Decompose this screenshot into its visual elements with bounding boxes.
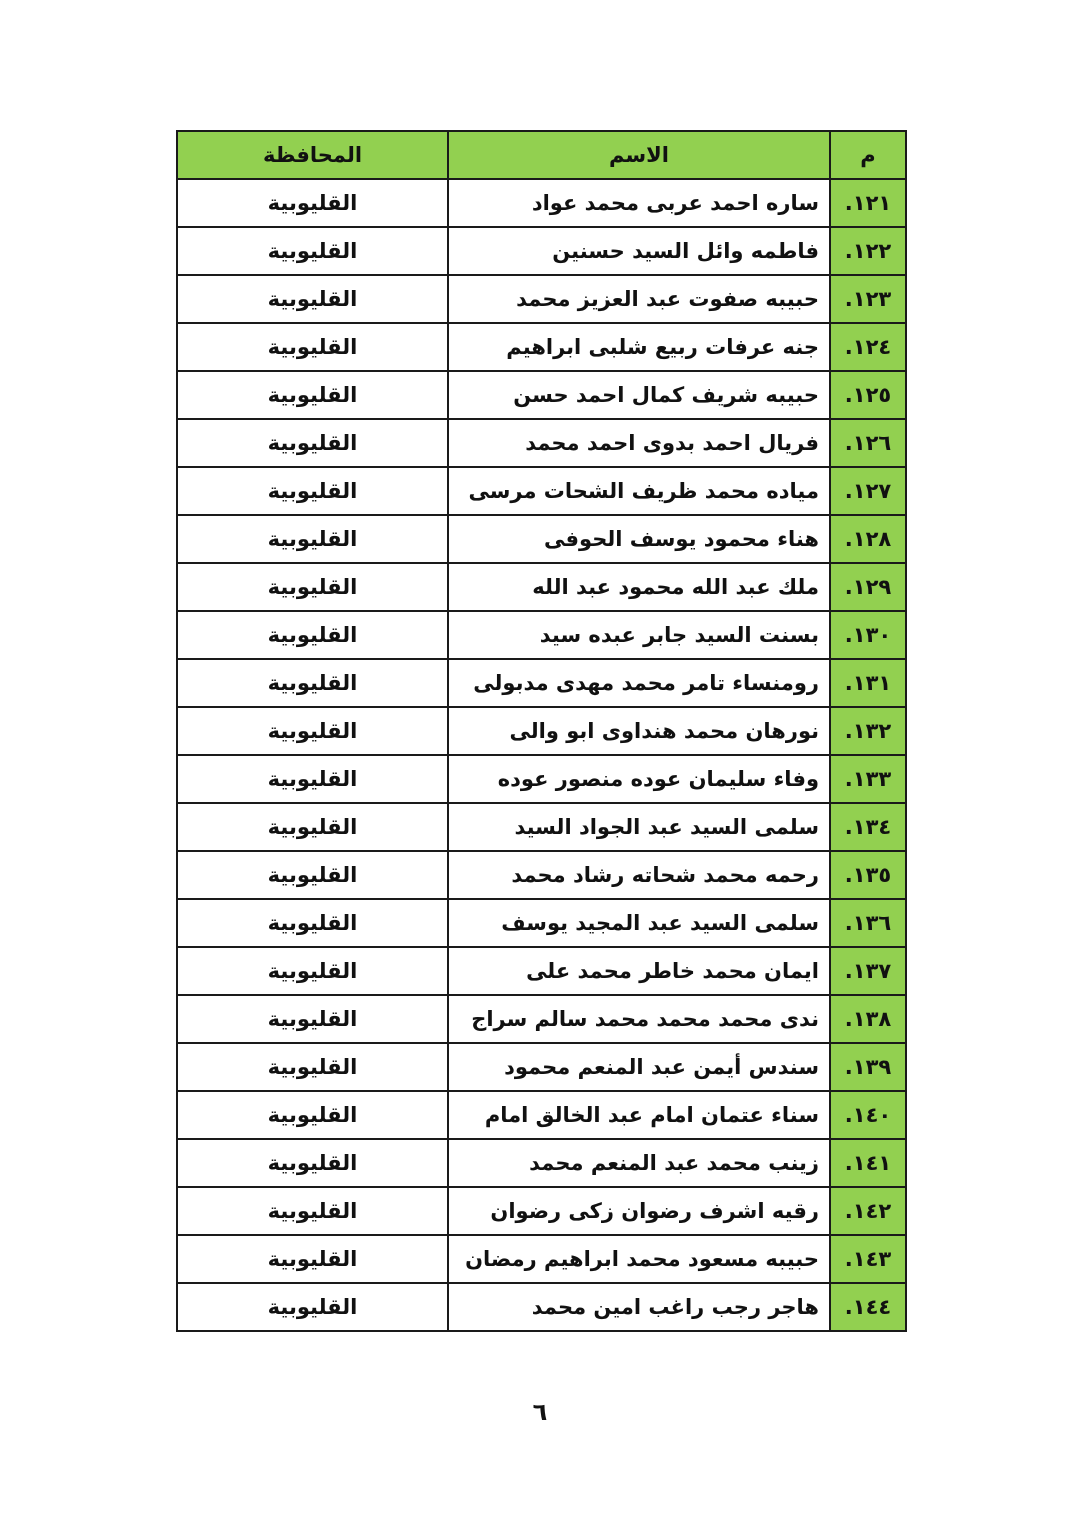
row-name: جنه عرفات ربيع شلبى ابراهيم bbox=[448, 323, 830, 371]
row-number: ١٤٢. bbox=[830, 1187, 906, 1235]
header-number: م bbox=[830, 131, 906, 179]
header-governorate: المحافظة bbox=[177, 131, 448, 179]
row-name: وفاء سليمان عوده منصور عوده bbox=[448, 755, 830, 803]
row-number: ١٣١. bbox=[830, 659, 906, 707]
row-governorate: القليوبية bbox=[177, 467, 448, 515]
row-name: هاجر رجب راغب امين محمد bbox=[448, 1283, 830, 1331]
row-governorate: القليوبية bbox=[177, 659, 448, 707]
table-row bbox=[177, 1139, 906, 1187]
row-governorate: القليوبية bbox=[177, 371, 448, 419]
table-row bbox=[177, 1043, 906, 1091]
row-governorate: القليوبية bbox=[177, 515, 448, 563]
row-number: ١٢٨. bbox=[830, 515, 906, 563]
row-name: ملك عبد الله محمود عبد الله bbox=[448, 563, 830, 611]
row-name: سندس أيمن عبد المنعم محمود bbox=[448, 1043, 830, 1091]
row-number: ١٣٢. bbox=[830, 707, 906, 755]
table-row bbox=[177, 659, 906, 707]
row-name: رقيه اشرف رضوان زكى رضوان bbox=[448, 1187, 830, 1235]
table-row bbox=[177, 179, 906, 227]
table-row bbox=[177, 563, 906, 611]
row-governorate: القليوبية bbox=[177, 707, 448, 755]
row-governorate: القليوبية bbox=[177, 563, 448, 611]
table-row bbox=[177, 1091, 906, 1139]
row-governorate: القليوبية bbox=[177, 1043, 448, 1091]
row-governorate: القليوبية bbox=[177, 1235, 448, 1283]
table-row bbox=[177, 371, 906, 419]
row-name: ساره احمد عربى محمد عواد bbox=[448, 179, 830, 227]
table-row bbox=[177, 275, 906, 323]
table-row bbox=[177, 515, 906, 563]
row-number: ١٣٧. bbox=[830, 947, 906, 995]
row-number: ١٣٤. bbox=[830, 803, 906, 851]
row-name: سلمى السيد عبد الجواد السيد bbox=[448, 803, 830, 851]
row-name: زينب محمد عبد المنعم محمد bbox=[448, 1139, 830, 1187]
table-row bbox=[177, 755, 906, 803]
row-number: ١٣٣. bbox=[830, 755, 906, 803]
row-governorate: القليوبية bbox=[177, 179, 448, 227]
table-row bbox=[177, 803, 906, 851]
row-number: ١٣٦. bbox=[830, 899, 906, 947]
row-name: حبيبه شريف كمال احمد حسن bbox=[448, 371, 830, 419]
row-name: فريال احمد بدوى احمد محمد bbox=[448, 419, 830, 467]
row-name: هناء محمود يوسف الحوفى bbox=[448, 515, 830, 563]
row-number: ١٣٥. bbox=[830, 851, 906, 899]
row-number: ١٢٧. bbox=[830, 467, 906, 515]
row-name: رحمه محمد شحاته رشاد محمد bbox=[448, 851, 830, 899]
row-governorate: القليوبية bbox=[177, 1139, 448, 1187]
row-number: ١٣٠. bbox=[830, 611, 906, 659]
row-number: ١٢١. bbox=[830, 179, 906, 227]
row-number: ١٢٣. bbox=[830, 275, 906, 323]
table-row bbox=[177, 323, 906, 371]
row-number: ١٤٠. bbox=[830, 1091, 906, 1139]
row-name: حبيبه مسعود محمد ابراهيم رمضان bbox=[448, 1235, 830, 1283]
page-number: ٦ bbox=[532, 1398, 548, 1426]
row-name: رومنساء تامر محمد مهدى مدبولى bbox=[448, 659, 830, 707]
row-name: فاطمه وائل السيد حسنين bbox=[448, 227, 830, 275]
row-number: ١٢٦. bbox=[830, 419, 906, 467]
row-governorate: القليوبية bbox=[177, 803, 448, 851]
row-governorate: القليوبية bbox=[177, 995, 448, 1043]
row-governorate: القليوبية bbox=[177, 1283, 448, 1331]
table-row bbox=[177, 1283, 906, 1331]
row-governorate: القليوبية bbox=[177, 755, 448, 803]
row-name: سناء عتمان امام عبد الخالق امام bbox=[448, 1091, 830, 1139]
table-header-row bbox=[177, 131, 906, 179]
row-governorate: القليوبية bbox=[177, 323, 448, 371]
row-number: ١٤١. bbox=[830, 1139, 906, 1187]
row-governorate: القليوبية bbox=[177, 899, 448, 947]
row-governorate: القليوبية bbox=[177, 1091, 448, 1139]
row-governorate: القليوبية bbox=[177, 851, 448, 899]
table-body bbox=[177, 179, 906, 1331]
row-name: مياده محمد ظريف الشحات مرسى bbox=[448, 467, 830, 515]
row-governorate: القليوبية bbox=[177, 419, 448, 467]
row-name: حبيبه صفوت عبد العزيز محمد bbox=[448, 275, 830, 323]
row-number: ١٣٩. bbox=[830, 1043, 906, 1091]
table-row bbox=[177, 1235, 906, 1283]
table-row bbox=[177, 707, 906, 755]
table-row bbox=[177, 1187, 906, 1235]
row-name: نورهان محمد هنداوى ابو والى bbox=[448, 707, 830, 755]
table-row bbox=[177, 419, 906, 467]
row-number: ١٢٢. bbox=[830, 227, 906, 275]
table-row bbox=[177, 851, 906, 899]
table-row bbox=[177, 467, 906, 515]
row-number: ١٣٨. bbox=[830, 995, 906, 1043]
row-number: ١٢٩. bbox=[830, 563, 906, 611]
row-governorate: القليوبية bbox=[177, 611, 448, 659]
row-number: ١٤٤. bbox=[830, 1283, 906, 1331]
table-row bbox=[177, 947, 906, 995]
row-name: ندى محمد محمد محمد سالم سراج bbox=[448, 995, 830, 1043]
row-governorate: القليوبية bbox=[177, 275, 448, 323]
row-number: ١٢٤. bbox=[830, 323, 906, 371]
table-row bbox=[177, 611, 906, 659]
row-number: ١٤٣. bbox=[830, 1235, 906, 1283]
table-row bbox=[177, 899, 906, 947]
names-table bbox=[176, 130, 907, 1332]
table-row bbox=[177, 995, 906, 1043]
row-number: ١٢٥. bbox=[830, 371, 906, 419]
row-governorate: القليوبية bbox=[177, 1187, 448, 1235]
table-row bbox=[177, 227, 906, 275]
row-name: سلمى السيد عبد المجيد يوسف bbox=[448, 899, 830, 947]
row-name: ايمان محمد خاطر محمد على bbox=[448, 947, 830, 995]
header-name: الاسم bbox=[448, 131, 830, 179]
row-governorate: القليوبية bbox=[177, 227, 448, 275]
row-name: بسنت السيد جابر عبده سيد bbox=[448, 611, 830, 659]
row-governorate: القليوبية bbox=[177, 947, 448, 995]
